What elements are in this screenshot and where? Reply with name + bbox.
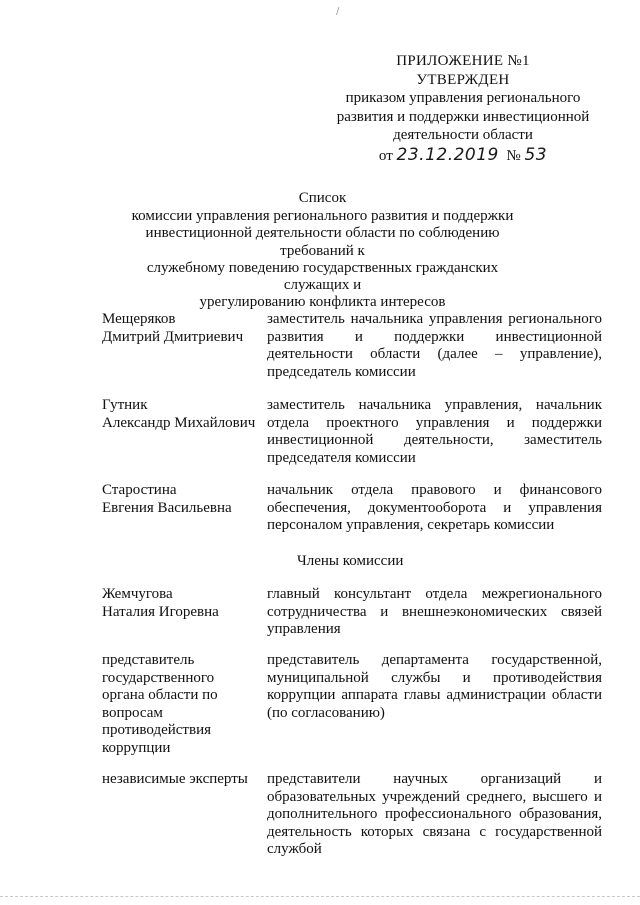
member-given-name: Евгения Васильевна bbox=[102, 499, 232, 516]
member-role: представитель департамента государственной, муниципальной службы и противодействия коррупции аппарата главы администрации области (по согласованию) bbox=[267, 652, 602, 721]
member-surname: Гутник bbox=[102, 397, 148, 413]
approval-order-line: развития и поддержки инвестиционной bbox=[336, 108, 590, 125]
approval-order-line: приказом управления регионального bbox=[345, 90, 581, 106]
title-line: инвестиционной деятельности области по соблюдению требований к bbox=[145, 225, 500, 259]
title-head: Список bbox=[298, 190, 347, 206]
scan-mark: / bbox=[336, 6, 340, 17]
member-name bbox=[102, 586, 262, 621]
title-line: комиссии управления регионального развития и поддержки bbox=[131, 208, 514, 225]
date-prefix: от bbox=[378, 147, 393, 164]
member-surname: Мещеряков bbox=[102, 311, 176, 327]
member-role: представители научных организаций и образовательных учреждений среднего, высшего и дополнительного профессионального образования, деятельность которых связана с государственной службой bbox=[267, 771, 602, 857]
member-name bbox=[102, 771, 262, 789]
approved-label: УТВЕРЖДЕН bbox=[416, 71, 510, 88]
member-name bbox=[102, 397, 262, 432]
member-name bbox=[102, 652, 230, 757]
member-role: заместитель начальника управления, начальник отдела проектного управления и поддержки инвестиционной деятельности, заместитель председателя комиссии bbox=[267, 397, 602, 466]
member-role: главный консультант отдела межрегионального сотрудничества и внешнеэкономических связей управления bbox=[267, 586, 602, 637]
member-designation: представитель государственного органа области по вопросам противодействия коррупции bbox=[102, 652, 218, 756]
title-line: урегулированию конфликта интересов bbox=[199, 294, 446, 311]
member-given-name: Александр Михайлович bbox=[102, 414, 256, 431]
member-given-name: Наталия Игоревна bbox=[102, 603, 219, 620]
member-designation: независимые эксперты bbox=[102, 771, 248, 787]
handwritten-number: 53 bbox=[524, 144, 548, 165]
title-line: служебному поведению государственных гражданских служащих и bbox=[146, 259, 499, 294]
member-surname: Старостина bbox=[102, 482, 177, 498]
scan-bottom-edge bbox=[0, 896, 640, 897]
members-heading: Члены комиссии bbox=[297, 553, 404, 569]
handwritten-date: 23.12.2019 bbox=[396, 144, 499, 165]
member-name bbox=[102, 311, 262, 346]
appendix-label: ПРИЛОЖЕНИЕ №1 bbox=[396, 53, 530, 69]
member-surname: Жемчугова bbox=[102, 586, 173, 602]
number-prefix: № bbox=[506, 147, 521, 164]
approval-order-line: деятельности области bbox=[393, 127, 533, 143]
member-role: заместитель начальника управления регионального развития и поддержки инвестиционной деятельности области (далее – управление), председатель комиссии bbox=[267, 311, 602, 380]
member-name bbox=[102, 482, 262, 517]
member-role: начальник отдела правового и финансового обеспечения, документооборота и управления персоналом управления, секретарь комиссии bbox=[267, 482, 602, 533]
member-given-name: Дмитрий Дмитриевич bbox=[102, 328, 244, 345]
